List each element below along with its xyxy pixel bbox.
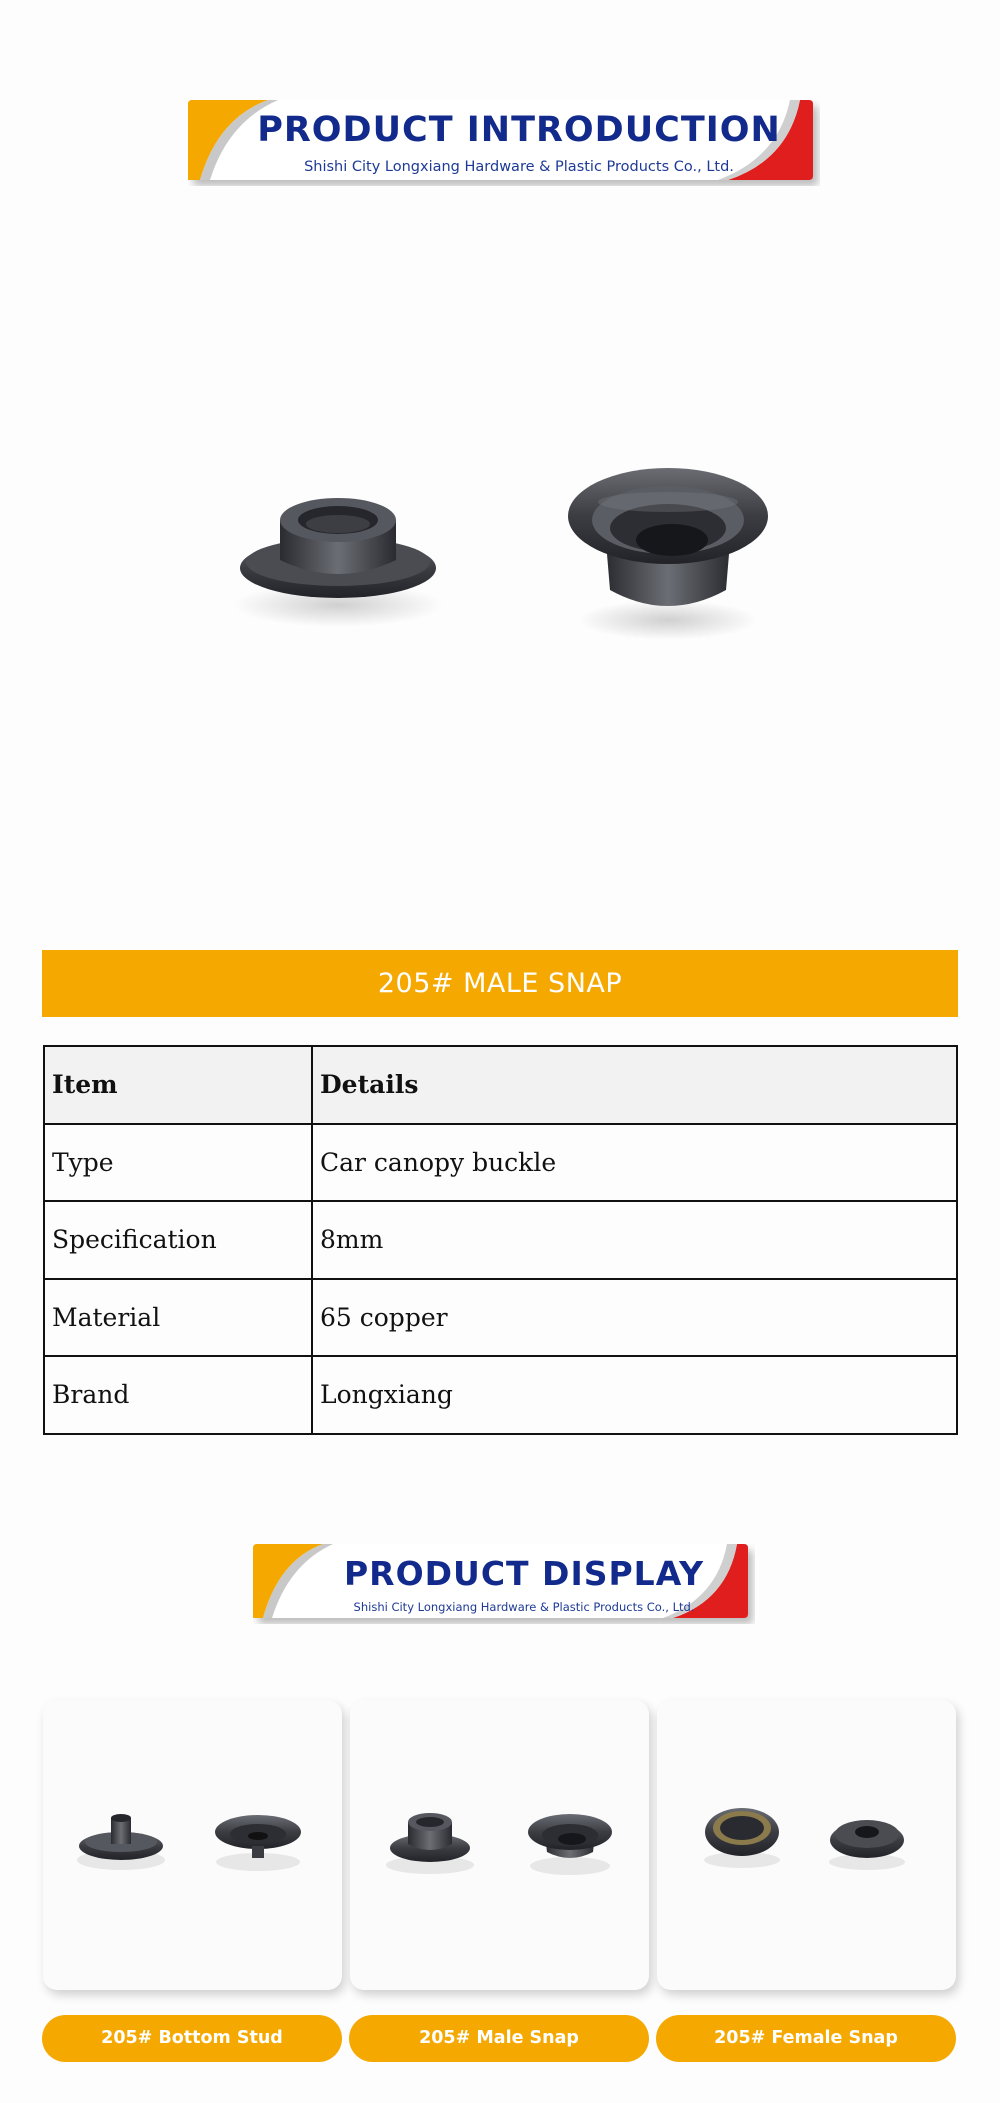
table-header-row xyxy=(44,1046,957,1124)
table-header-details: Details xyxy=(312,1046,957,1124)
display-card-bottom-stud xyxy=(43,1700,342,1990)
table-cell-details: Longxiang xyxy=(312,1356,957,1434)
label-male-snap: 205# Male Snap xyxy=(349,2015,649,2062)
table-cell-details: 8mm xyxy=(312,1201,957,1279)
bottom-stud-icon xyxy=(43,1700,342,1990)
table-cell-details: Car canopy buckle xyxy=(312,1124,957,1202)
table-row xyxy=(44,1356,957,1434)
male-snap-angled-icon xyxy=(568,468,768,640)
female-snap-icon xyxy=(657,1700,956,1990)
table-cell-item: Brand xyxy=(44,1356,312,1434)
table-row xyxy=(44,1201,957,1279)
display-card-female-snap xyxy=(657,1700,956,1990)
label-bottom-stud: 205# Bottom Stud xyxy=(42,2015,342,2062)
table-row xyxy=(44,1279,957,1357)
banner-subtitle: Shishi City Longxiang Hardware & Plastic Products Co., Ltd. xyxy=(353,1600,695,1614)
product-display-banner xyxy=(253,1544,755,1624)
table-cell-details: 65 copper xyxy=(312,1279,957,1357)
table-header-item: Item xyxy=(44,1046,312,1124)
table-cell-item: Specification xyxy=(44,1201,312,1279)
display-card-male-snap xyxy=(350,1700,649,1990)
specification-table xyxy=(43,1045,958,1435)
hero-product-image xyxy=(220,460,800,660)
table-cell-item: Type xyxy=(44,1124,312,1202)
male-snap-side-icon xyxy=(233,498,443,627)
banner-subtitle: Shishi City Longxiang Hardware & Plastic Products Co., Ltd. xyxy=(304,159,734,175)
label-female-snap: 205# Female Snap xyxy=(656,2015,956,2062)
banner-title: PRODUCT INTRODUCTION xyxy=(257,110,781,150)
section-title-bar: 205# MALE SNAP xyxy=(42,950,958,1017)
table-cell-item: Material xyxy=(44,1279,312,1357)
banner-title: PRODUCT DISPLAY xyxy=(344,1554,704,1593)
table-row xyxy=(44,1124,957,1202)
male-snap-icon xyxy=(350,1700,649,1990)
product-introduction-banner xyxy=(188,100,820,186)
